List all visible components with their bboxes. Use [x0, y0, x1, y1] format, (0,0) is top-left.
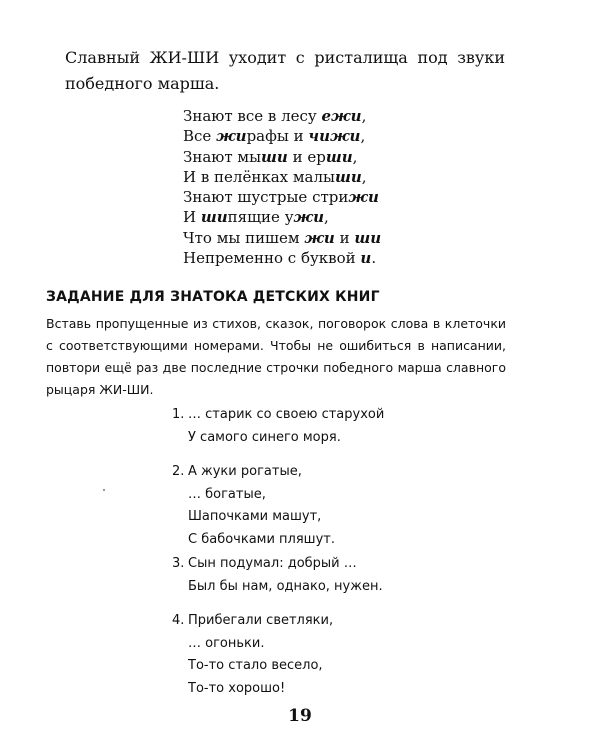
poem-text: Знают мы	[183, 147, 262, 166]
excerpt-3	[172, 553, 383, 598]
poem-text: ,	[324, 208, 329, 227]
poem-line	[183, 207, 381, 227]
poem-text: ,	[360, 127, 366, 146]
excerpt-number: 1.	[172, 407, 185, 422]
poem-text: пящие у	[227, 208, 294, 227]
poem-text: Знают все в лесу	[183, 107, 322, 125]
poem-line	[183, 167, 381, 187]
poem-line	[183, 106, 381, 126]
task-heading: ЗАДАНИЕ ДЛЯ ЗНАТОКА ДЕТСКИХ КНИГ	[46, 289, 380, 305]
excerpt-line: То-то хорошо!	[188, 680, 286, 696]
poem-text: ,	[361, 107, 367, 125]
poem-text: И	[183, 208, 201, 227]
poem-emphasis: ши	[200, 208, 228, 227]
excerpt-1	[172, 404, 384, 449]
print-speck	[103, 489, 105, 491]
intro-paragraph: Славный ЖИ-ШИ уходит с ристалища под звуки победного марша.	[65, 48, 505, 93]
excerpt-line: А жуки рогатые,	[188, 464, 302, 479]
poem-emphasis: жи	[348, 188, 379, 207]
excerpt-4	[172, 610, 333, 700]
poem-emphasis: чижи	[308, 127, 361, 146]
poem-emphasis: ши	[261, 147, 288, 166]
poem-line	[183, 228, 381, 248]
poem-text: ,	[361, 167, 367, 186]
poem	[183, 106, 381, 268]
poem-text: и ер	[287, 147, 326, 166]
poem-emphasis: ши	[334, 167, 362, 186]
poem-emphasis: ши	[354, 228, 382, 247]
excerpt-number: 3.	[172, 556, 185, 571]
poem-emphasis: ши	[325, 147, 353, 166]
poem-text: ,	[352, 147, 358, 166]
poem-text: Все	[183, 127, 217, 146]
excerpt-line: С бабочками пляшут.	[188, 531, 335, 547]
excerpt-number: 2.	[172, 464, 185, 479]
poem-emphasis: ежи	[321, 107, 362, 125]
page-number: 19	[288, 706, 312, 726]
excerpt-number: 4.	[172, 613, 185, 628]
poem-text: И в пелёнках малы	[183, 167, 335, 186]
poem-line	[183, 147, 381, 167]
poem-text: .	[371, 249, 377, 268]
excerpt-line: Был бы нам, однако, нужен.	[188, 578, 383, 594]
excerpt-2	[172, 461, 335, 551]
poem-text: рафы и	[246, 127, 309, 146]
poem-text: Непременно с буквой	[183, 249, 361, 268]
poem-line	[183, 126, 381, 146]
excerpt-line: … огоньки.	[188, 635, 265, 651]
task-instructions: Вставь пропущенные из стихов, сказок, поговорок слова в клеточки с соответствующими номерами. Чтобы не ошибиться в написании, повтори ещё раз две последние строчки победного марша славного рыцаря ЖИ-ШИ.	[46, 316, 506, 397]
excerpt-line: То-то стало весело,	[188, 658, 323, 673]
excerpt-line: … богатые,	[188, 486, 266, 502]
excerpt-line: Шапочками машут,	[188, 509, 322, 524]
excerpt-line: … старик со своею старухой	[188, 407, 385, 422]
poem-emphasis: жи	[216, 127, 247, 146]
poem-line	[183, 187, 381, 207]
poem-text: Знают шустрые стри	[183, 188, 349, 207]
excerpt-line: Сын подумал: добрый …	[188, 556, 357, 571]
excerpt-line: Прибегали светляки,	[188, 613, 334, 628]
poem-emphasis: и	[360, 249, 372, 268]
poem-line	[183, 248, 381, 268]
poem-emphasis: жи	[293, 208, 325, 227]
poem-emphasis: жи	[304, 228, 335, 247]
poem-text: Что мы пишем	[183, 228, 305, 247]
excerpt-line: У самого синего моря.	[188, 429, 341, 445]
poem-text: и	[334, 228, 355, 247]
